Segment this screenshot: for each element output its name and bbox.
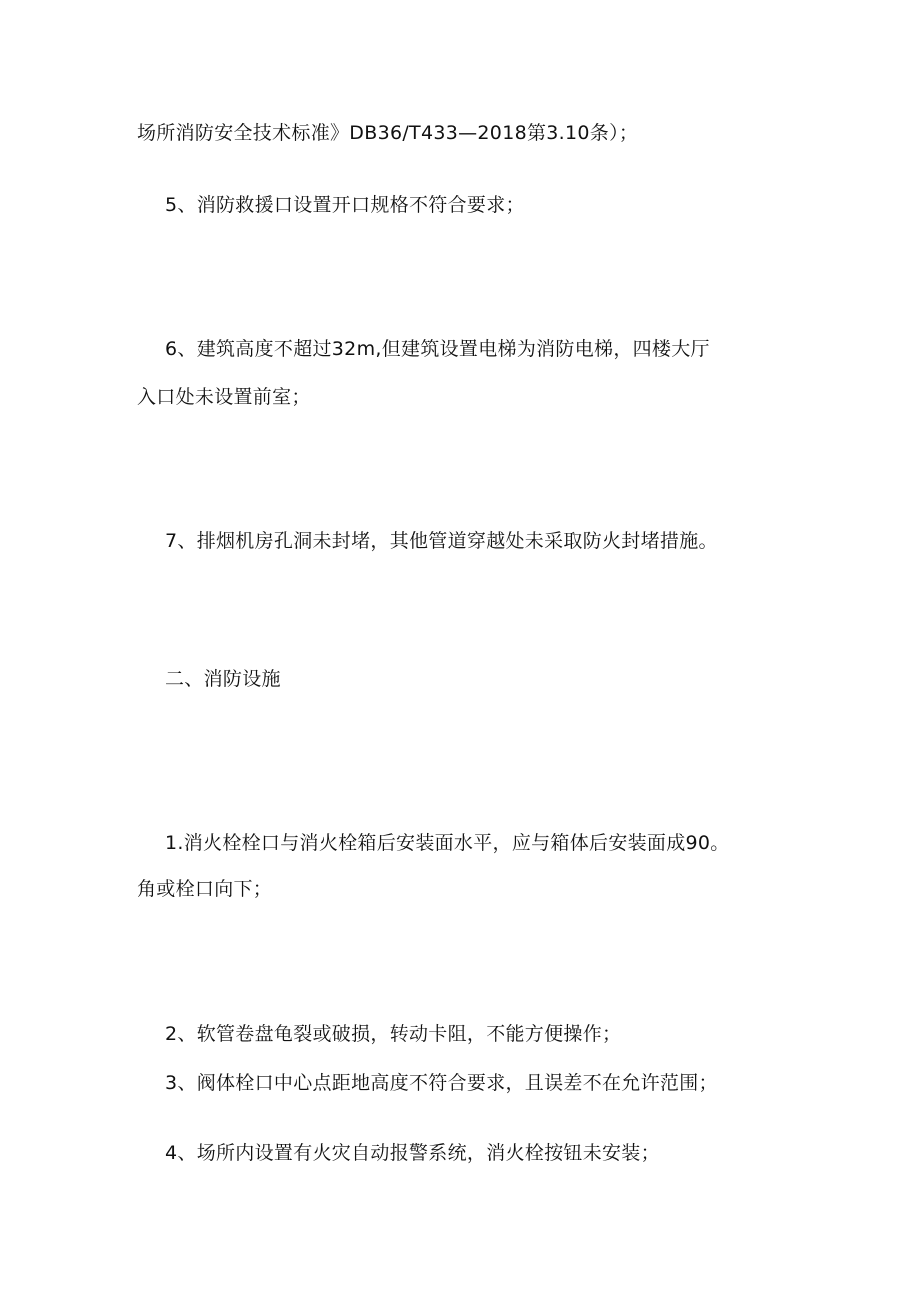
paragraph-facility-item-3: 3、阀体栓口中心点距地高度不符合要求，且误差不在允许范围； bbox=[165, 1072, 718, 1094]
paragraph-line-standard-reference: 场所消防安全技术标准》DB36/T433—2018第3.10条）； bbox=[137, 122, 639, 144]
paragraph-facility-item-2: 2、软管卷盘龟裂或破损，转动卡阻，不能方便操作； bbox=[165, 1023, 622, 1045]
paragraph-facility-item-4: 4、场所内设置有火灾自动报警系统，消火栓按钮未安装； bbox=[165, 1142, 660, 1164]
paragraph-facility-item-1: 1.消火栓栓口与消火栓箱后安装面水平，应与箱体后安装面成90。 bbox=[165, 832, 730, 854]
paragraph-facility-item-1-continued: 角或栓口向下； bbox=[137, 878, 273, 900]
paragraph-item-6: 6、建筑高度不超过32m,但建筑设置电梯为消防电梯，四楼大厅 bbox=[165, 338, 710, 360]
paragraph-item-7: 7、排烟机房孔洞未封堵，其他管道穿越处未采取防火封堵措施。 bbox=[165, 530, 718, 552]
paragraph-item-6-continued: 入口处未设置前室； bbox=[137, 386, 311, 408]
section-heading-fire-facilities: 二、消防设施 bbox=[165, 668, 281, 690]
paragraph-item-5: 5、消防救援口设置开口规格不符合要求； bbox=[165, 194, 525, 216]
